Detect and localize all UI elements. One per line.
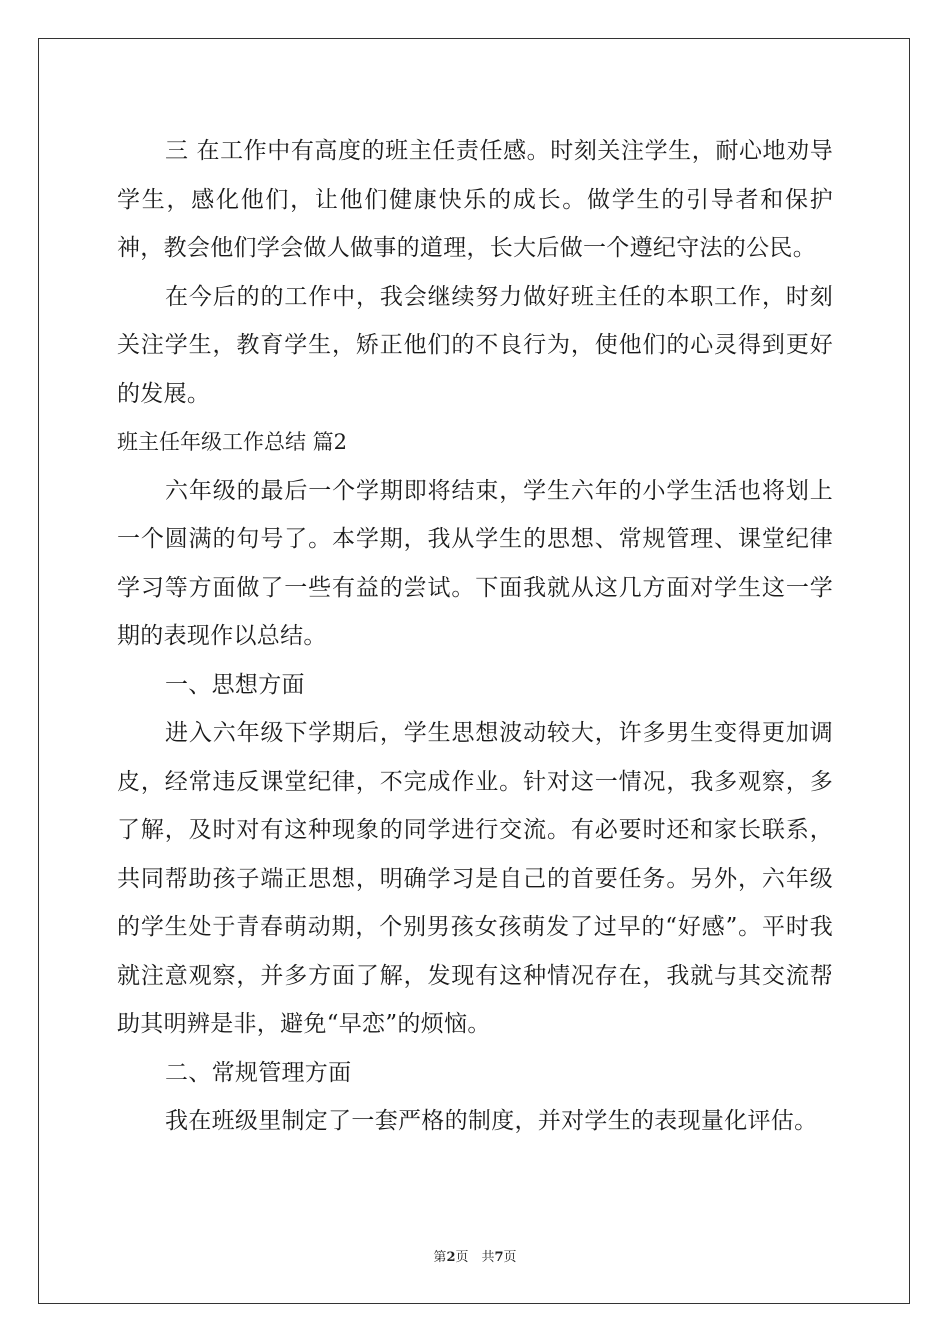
subheading-routine-management: 二、常规管理方面 [165, 1059, 352, 1086]
paragraph-thought: 进入六年级下学期后，学生思想波动较大，许多男生变得更加调皮，经常违反课堂纪律，不完成作业。针对这一情况，我多观察，多了解，及时对有这种现象的同学进行交流。有必要时还和家长联系，共同帮助孩子端正思想，明确学习是自己的首要任务。另外，六年级的学生处于青春萌动期，个别男孩女孩萌发了过早的“好感”。平时我就注意观察，并多方面了解，发现有这种情况存在，我就与其交流帮助其明辨是非，避免“早恋”的烦恼。 [117, 720, 833, 1037]
footer-mid: 页 共 [455, 1250, 495, 1265]
paragraph-routine-management: 我在班级里制定了一套严格的制度，并对学生的表现量化评估。 [165, 1108, 818, 1134]
subheading-thought: 一、思想方面 [165, 671, 305, 698]
page-footer [0, 1246, 950, 1265]
document-body [117, 127, 833, 1146]
paragraph-responsibility: 三 在工作中有高度的班主任责任感。时刻关注学生，耐心地劝导学生，感化他们，让他们健康快乐的成长。做学生的引导者和保护神，教会他们学会做人做事的道理，长大后做一个遵纪守法的公民。 [117, 138, 833, 261]
section-title: 班主任年级工作总结 篇2 [117, 430, 348, 454]
footer-total-pages: 7 [494, 1250, 504, 1265]
paragraph-intro: 六年级的最后一个学期即将结束，学生六年的小学生活也将划上一个圆满的句号了。本学期，我从学生的思想、常规管理、课堂纪律学习等方面做了一些有益的尝试。下面我就从这几方面对学生这一学期的表现作以总结。 [117, 477, 833, 649]
footer-page-number: 2 [446, 1250, 456, 1265]
footer-prefix: 第 [433, 1250, 447, 1265]
footer-suffix: 页 [503, 1250, 517, 1265]
paragraph-future-work: 在今后的的工作中，我会继续努力做好班主任的本职工作，时刻关注学生，教育学生，矫正他们的不良行为，使他们的心灵得到更好的发展。 [117, 283, 833, 407]
